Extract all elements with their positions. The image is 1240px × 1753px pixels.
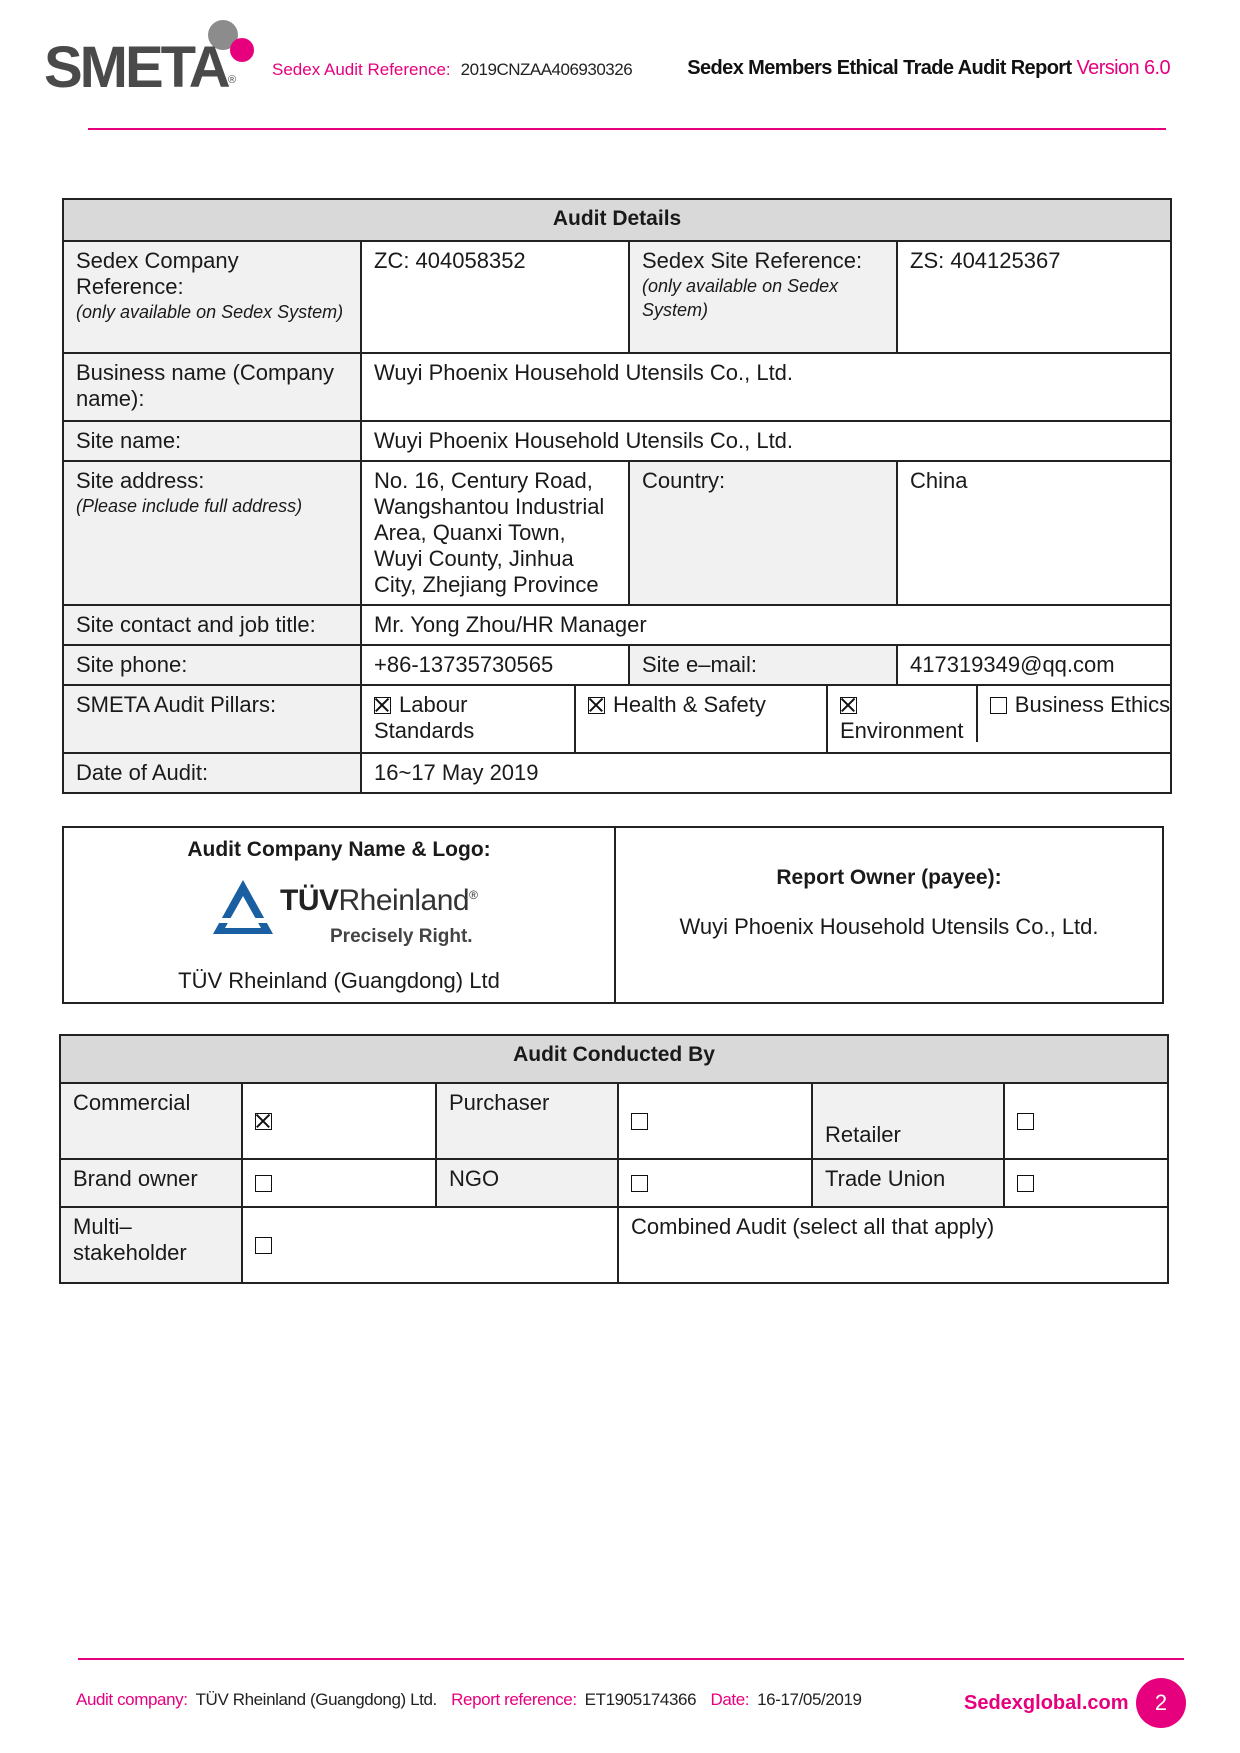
country-label: Country: <box>629 461 897 605</box>
header-divider <box>88 128 1166 130</box>
site-email-value: 417319349@qq.com <box>897 645 1171 685</box>
multi-stakeholder-checkbox-cell <box>242 1207 618 1283</box>
report-title <box>687 57 1170 80</box>
commercial-label: Commercial <box>60 1083 242 1159</box>
country-value: China <box>897 461 1171 605</box>
checkbox-icon[interactable] <box>631 1175 648 1192</box>
site-contact-value: Mr. Yong Zhou/HR Manager <box>361 605 1171 645</box>
footer-audit-company-label: Audit company: <box>76 1690 188 1709</box>
business-name-value: Wuyi Phoenix Household Utensils Co., Ltd. <box>361 353 1171 421</box>
tuv-triangle-icon <box>210 878 276 938</box>
pillar-health-safety-label: Health & Safety <box>613 692 766 717</box>
pillar-labour-label: Labour Standards <box>374 692 475 743</box>
audit-company-title: Audit Company Name & Logo: <box>187 838 491 861</box>
site-name-label: Site name: <box>63 421 361 461</box>
site-ref-note: (only available on Sedex System) <box>642 276 839 320</box>
audit-reference-value: 2019CNZAA406930326 <box>460 60 633 79</box>
audit-company-cell <box>64 828 616 1002</box>
site-address-value: No. 16, Century Road, Wangshantou Industrial Area, Quanxi Town, Wuyi County, Jinhua City, Zhejiang Province <box>361 461 629 605</box>
audit-company-box <box>62 826 1164 1004</box>
audit-date-label: Date of Audit: <box>63 753 361 793</box>
audit-pillars-label: SMETA Audit Pillars: <box>63 685 361 753</box>
tuv-brand-rest: Rheinland <box>338 884 470 917</box>
report-owner-cell <box>616 828 1162 1002</box>
pillar-health-safety <box>575 685 827 753</box>
trade-union-label: Trade Union <box>812 1159 1004 1207</box>
audit-conducted-by-table <box>59 1034 1169 1284</box>
conducted-by-title: Audit Conducted By <box>60 1035 1168 1083</box>
footer-date-label: Date: <box>710 1690 750 1709</box>
purchaser-checkbox-cell <box>618 1083 812 1159</box>
tuv-registered-mark: ® <box>469 888 478 902</box>
report-owner-value: Wuyi Phoenix Household Utensils Co., Ltd. <box>679 914 1099 939</box>
logo-registered-mark: ® <box>228 74 237 86</box>
business-name-label: Business name (Company name): <box>63 353 361 421</box>
trade-union-checkbox-cell <box>1004 1159 1168 1207</box>
tuv-brand-name <box>280 884 477 918</box>
audit-details-table <box>62 198 1172 794</box>
checkbox-icon[interactable] <box>374 697 391 714</box>
checkbox-icon[interactable] <box>631 1113 648 1130</box>
checkbox-icon[interactable] <box>1017 1175 1034 1192</box>
multi-stakeholder-label: Multi–stakeholder <box>60 1207 242 1283</box>
footer-report-ref-value: ET1905174366 <box>584 1690 697 1709</box>
commercial-checkbox-cell <box>242 1083 436 1159</box>
combined-audit-label: Combined Audit (select all that apply) <box>618 1207 1168 1283</box>
pillar-environment-label: Environment <box>840 718 964 743</box>
checkbox-icon[interactable] <box>255 1113 272 1130</box>
logo-text: SMETA <box>44 35 228 100</box>
retailer-label: Retailer <box>812 1083 1004 1159</box>
audit-date-value: 16~17 May 2019 <box>361 753 1171 793</box>
site-email-label: Site e–mail: <box>629 645 897 685</box>
retailer-checkbox-cell <box>1004 1083 1168 1159</box>
company-ref-note: (only available on Sedex System) <box>76 302 344 322</box>
company-ref-label-cell <box>63 241 361 353</box>
audit-reference-label: Sedex Audit Reference: <box>272 60 451 79</box>
checkbox-icon[interactable] <box>588 697 605 714</box>
page-number: 2 <box>1136 1678 1186 1728</box>
tuv-tagline: Precisely Right. <box>330 926 473 947</box>
site-ref-label-cell <box>629 241 897 353</box>
site-contact-label: Site contact and job title: <box>63 605 361 645</box>
footer-report-ref-label: Report reference: <box>451 1690 577 1709</box>
smeta-logo <box>44 18 264 98</box>
checkbox-icon[interactable] <box>1017 1113 1034 1130</box>
pillar-environment <box>828 686 978 742</box>
site-phone-value: +86-13735730565 <box>361 645 629 685</box>
brand-owner-checkbox-cell <box>242 1159 436 1207</box>
pillar-business-ethics <box>978 686 1170 742</box>
site-address-label: Site address: <box>76 468 205 493</box>
site-ref-label: Sedex Site Reference: <box>642 248 863 273</box>
checkbox-icon[interactable] <box>990 697 1007 714</box>
pillar-environment-cell <box>827 685 1171 753</box>
report-owner-title: Report Owner (payee): <box>776 866 1002 889</box>
logo-dot-pink <box>230 38 254 62</box>
purchaser-label: Purchaser <box>436 1083 618 1159</box>
checkbox-icon[interactable] <box>840 697 857 714</box>
tuv-logo <box>198 874 498 954</box>
report-title-text: Sedex Members Ethical Trade Audit Report <box>687 57 1072 79</box>
site-name-value: Wuyi Phoenix Household Utensils Co., Ltd. <box>361 421 1171 461</box>
footer-audit-company-value: TÜV Rheinland (Guangdong) Ltd. <box>195 1690 437 1709</box>
tuv-brand-bold: TÜV <box>280 884 339 917</box>
report-version: Version 6.0 <box>1076 57 1170 79</box>
ngo-checkbox-cell <box>618 1159 812 1207</box>
audit-details-title: Audit Details <box>63 199 1171 241</box>
company-ref-label: Sedex Company Reference: <box>76 248 239 299</box>
brand-owner-label: Brand owner <box>60 1159 242 1207</box>
ngo-label: NGO <box>436 1159 618 1207</box>
company-ref-value: ZC: 404058352 <box>361 241 629 353</box>
page-footer <box>76 1690 872 1710</box>
page-header <box>0 0 1240 140</box>
pillar-business-ethics-label: Business Ethics <box>1014 692 1171 717</box>
site-phone-label: Site phone: <box>63 645 361 685</box>
pillar-labour <box>361 685 575 753</box>
site-address-label-cell <box>63 461 361 605</box>
site-ref-value: ZS: 404125367 <box>897 241 1171 353</box>
checkbox-icon[interactable] <box>255 1237 272 1254</box>
checkbox-icon[interactable] <box>255 1175 272 1192</box>
header-audit-reference <box>272 60 632 80</box>
sedex-website-link[interactable]: Sedexglobal.com <box>964 1692 1129 1714</box>
footer-divider <box>78 1658 1184 1660</box>
audit-company-name: TÜV Rheinland (Guangdong) Ltd <box>178 968 500 993</box>
site-address-note: (Please include full address) <box>76 496 303 516</box>
footer-date-value: 16-17/05/2019 <box>757 1690 862 1709</box>
